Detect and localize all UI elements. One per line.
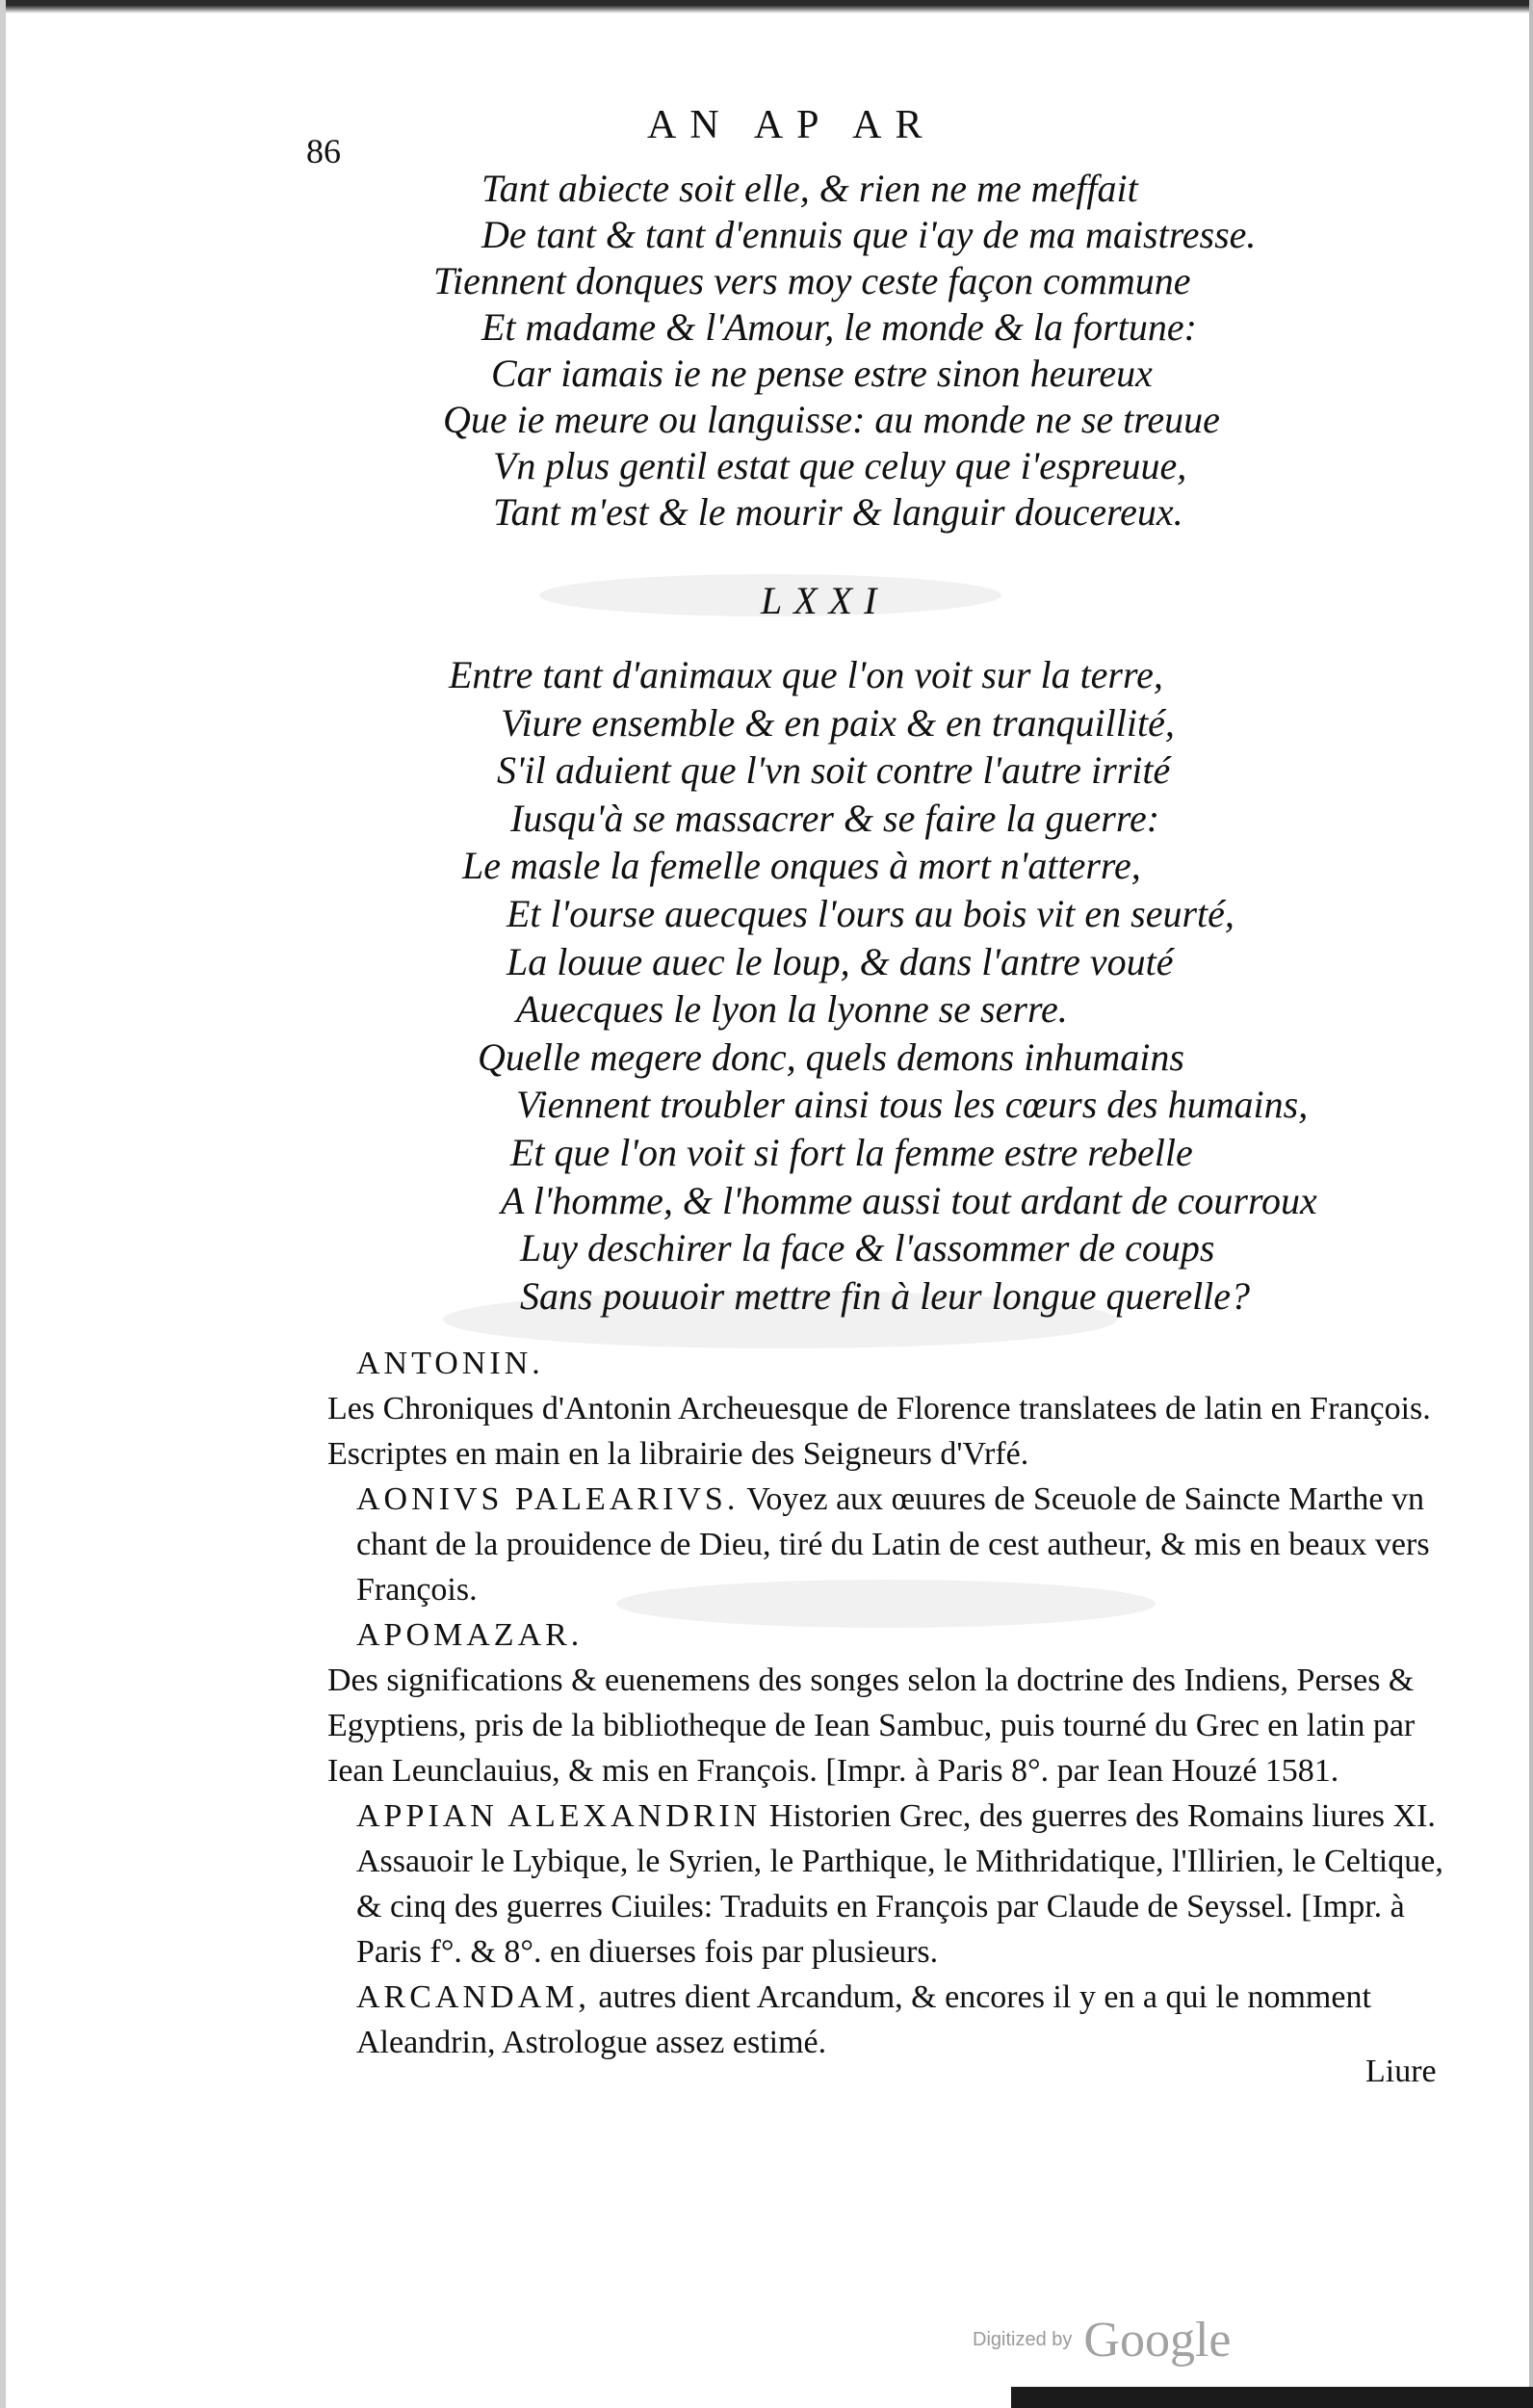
digitized-watermark	[973, 2312, 1231, 2369]
page-number: 86	[306, 132, 341, 170]
verse-line: S'il aduient que l'vn soit contre l'autre irrité	[497, 748, 1171, 793]
verse-line: Luy deschirer la face & l'assommer de coups	[520, 1226, 1215, 1270]
verse-line: La louue auec le loup, & dans l'antre vouté	[507, 939, 1174, 983]
entry-heading: AONIVS PALEARIVS.	[356, 1481, 740, 1517]
entry-appian	[327, 1793, 1454, 1975]
entry-body: Historien Grec, des guerres des Romains liures XI. Assauoir le Lybique, le Syrien, le Parthique, le Mithridatique, l'Illirien, le Celtique, & cinq des guerres Ciuiles: Traduits en François par Claude de Seyssel. [Impr. à Paris f°. & 8°. en diuerses fois par plusieurs.	[356, 1798, 1443, 1970]
verse-line: Et l'ourse auecques l'ours au bois vit en seurté,	[507, 891, 1234, 935]
watermark-prefix: Digitized by	[973, 2329, 1073, 2350]
entry-body: autres dient Arcandum, & encores il y en a qui le nomment Aleandrin, Astrologue assez estimé.	[356, 1979, 1371, 2060]
verse-line: Viure ensemble & en paix & en tranquillité,	[501, 700, 1175, 745]
catchword: Liure	[1365, 2054, 1437, 2089]
scan-top-edge	[0, 0, 1533, 13]
verse-line: Vn plus gentil estat que celuy que i'espreuue,	[493, 444, 1187, 487]
verse-line: Tiennent donques vers moy ceste façon commune	[433, 259, 1191, 302]
verse-line: Que ie meure ou languisse: au monde ne se treuue	[443, 398, 1220, 441]
running-head: AN AP AR	[647, 103, 936, 147]
verse-line: Et madame & l'Amour, le monde & la fortune:	[481, 305, 1197, 349]
verse-line: Sans pouuoir mettre fin à leur longue querelle?	[520, 1273, 1251, 1318]
entry-antonin-heading	[327, 1341, 1454, 1386]
entry-aonius	[327, 1477, 1454, 1612]
verse-line: Quelle megere donc, quels demons inhumains	[478, 1034, 1184, 1079]
verse-line: De tant & tant d'ennuis que i'ay de ma maistresse.	[481, 213, 1257, 256]
verse-line: A l'homme, & l'homme aussi tout ardant de courroux	[501, 1178, 1317, 1222]
verse-line: Entre tant d'animaux que l'on voit sur la terre,	[449, 653, 1163, 696]
entry-heading: APPIAN ALEXANDRIN	[356, 1798, 762, 1834]
verse-line: Tant m'est & le mourir & languir doucereux.	[493, 490, 1183, 534]
entry-heading: ARCANDAM,	[356, 1979, 590, 2015]
entry-body: Voyez aux œuures de Sceuole de Saincte Marthe vn chant de la prouidence de Dieu, tiré du Latin de cest autheur, & mis en beaux vers François.	[356, 1481, 1430, 1608]
scan-bottom-edge	[1011, 2387, 1533, 2408]
entry-apomazar-heading	[327, 1612, 1454, 1658]
verse-line: Le masle la femelle onques à mort n'atterre,	[462, 844, 1141, 888]
entry-apomazar-body	[327, 1658, 1454, 1793]
scan-right-edge	[1529, 0, 1533, 2408]
entry-body: Les Chroniques d'Antonin Archeuesque de Florence translatees de latin en François. Escriptes en main en la librairie des Seigneurs d'Vrfé.	[327, 1391, 1431, 1472]
verse-line: Auecques le lyon la lyonne se serre.	[516, 987, 1068, 1032]
verse-line: Car iamais ie ne pense estre sinon heureux	[491, 352, 1153, 395]
scan-left-edge	[0, 0, 6, 2408]
verse-top	[433, 166, 1257, 536]
verse-line: Et que l'on voit si fort la femme estre rebelle	[510, 1130, 1193, 1174]
bibliography-entries	[327, 1341, 1454, 2065]
sonnet-number: LXXI	[761, 579, 889, 622]
entry-heading: APOMAZAR.	[356, 1617, 584, 1653]
watermark-brand: Google	[1083, 2313, 1232, 2368]
entry-arcandam	[327, 1975, 1454, 2065]
verse-line: Viennent troubler ainsi tous les cœurs des humains,	[516, 1083, 1309, 1127]
verse-bottom	[449, 651, 1317, 1320]
verse-line: Iusqu'à se massacrer & se faire la guerre:	[510, 796, 1160, 840]
verse-line: Tant abiecte soit elle, & rien ne me meffait	[481, 167, 1138, 210]
entry-antonin-body	[327, 1386, 1454, 1477]
entry-heading: ANTONIN.	[356, 1346, 544, 1381]
entry-body: Des significations & euenemens des songes selon la doctrine des Indiens, Perses & Egyptiens, pris de la bibliotheque de Iean Sambuc, puis tourné du Grec en latin par Iean Leunclauius, & mis en François. [Impr. à Paris 8°. par Iean Houzé 1581.	[327, 1662, 1416, 1789]
